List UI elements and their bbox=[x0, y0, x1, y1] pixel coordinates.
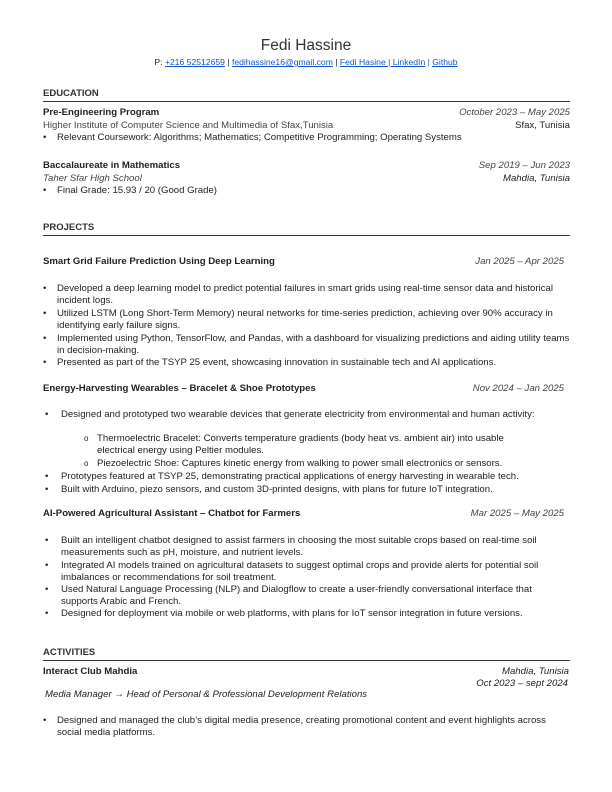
contact-separator: | bbox=[427, 57, 430, 67]
activity-dates: Oct 2023 – sept 2024 bbox=[476, 678, 568, 689]
activity-role: Media Manager → Head of Personal & Professional Development Relations bbox=[45, 689, 368, 700]
circle-bullet-icon: o bbox=[84, 459, 89, 468]
linkedin-link[interactable]: Fedi Hasine | LinkedIn bbox=[339, 57, 426, 67]
bullet-icon: • bbox=[45, 535, 49, 546]
project-dates: Jan 2025 – Apr 2025 bbox=[475, 256, 564, 267]
education-location: Sfax, Tunisia bbox=[515, 120, 570, 131]
list-item: • Designed for deployment via mobile or web platforms, with plans for IoT sensor integration in future versions. bbox=[45, 608, 523, 619]
education-school: Taher Sfar High School bbox=[43, 173, 142, 184]
circle-bullet-icon: o bbox=[84, 434, 89, 443]
bullet-icon: • bbox=[43, 357, 47, 368]
project-title: Energy-Harvesting Wearables – Bracelet & Shoe Prototypes bbox=[43, 383, 316, 394]
list-item: • Utilized LSTM (Long Short-Term Memory) neural networks for time-series prediction, achieving over 90% accuracy in identifying early failure signs. bbox=[43, 308, 553, 332]
list-item: • Developed a deep learning model to predict potential failures in smart grids using real-time sensor data and historical incident logs. bbox=[43, 283, 553, 307]
bullet-icon: • bbox=[43, 333, 47, 344]
project-title-row bbox=[43, 508, 564, 520]
bullet-icon: • bbox=[45, 409, 49, 420]
education-school-row bbox=[43, 173, 570, 185]
education-heading: EDUCATION bbox=[43, 88, 570, 102]
list-item: • Final Grade: 15.93 / 20 (Good Grade) bbox=[43, 185, 217, 196]
project-title-row bbox=[43, 256, 564, 268]
bullet-icon: • bbox=[43, 308, 47, 319]
sub-list-item: o Piezoelectric Shoe: Captures kinetic energy from walking to power small electronics or sensors. bbox=[84, 458, 503, 469]
activity-title: Interact Club Mahdia bbox=[43, 666, 138, 677]
sub-list-item: o Thermoelectric Bracelet: Converts temperature gradients (body heat vs. ambient air) into usable electrical energy using Peltier modules. bbox=[84, 433, 504, 457]
list-item: • Used Natural Language Processing (NLP) and Dialogflow to create a user-friendly conversational interface that supports Arabic and French. bbox=[45, 584, 532, 608]
project-title: AI-Powered Agricultural Assistant – Chatbot for Farmers bbox=[43, 508, 301, 519]
contact-separator: | bbox=[335, 57, 338, 67]
education-entry-title-row bbox=[43, 160, 570, 172]
list-item: • Designed and managed the club’s digital media presence, creating promotional content and event highlights across social media platforms. bbox=[43, 715, 546, 739]
list-item: • Presented as part of the TSYP 25 event, showcasing innovation in sustainable tech and AI applications. bbox=[43, 357, 497, 368]
project-dates: Nov 2024 – Jan 2025 bbox=[472, 383, 564, 394]
contact-line bbox=[0, 57, 612, 67]
contact-separator: | bbox=[227, 57, 230, 67]
bullet-icon: • bbox=[45, 584, 49, 595]
list-item: • Relevant Coursework: Algorithms; Mathematics; Competitive Programming; Operating Systems bbox=[43, 132, 462, 143]
bullet-icon: • bbox=[45, 608, 49, 619]
phone-link[interactable]: +216 52512659 bbox=[164, 57, 225, 67]
list-item: • Built an intelligent chatbot designed to assist farmers in choosing the most suitable crops based on real-time soil measurements such as pH, moisture, and nutrient levels. bbox=[45, 535, 537, 559]
bullet-icon: • bbox=[43, 132, 47, 143]
list-item: • Built with Arduino, piezo sensors, and custom 3D-printed designs, with plans for future IoT integration. bbox=[45, 484, 493, 495]
education-school: Higher Institute of Computer Science and Multimedia of Sfax,Tunisia bbox=[43, 120, 334, 131]
project-dates: Mar 2025 – May 2025 bbox=[470, 508, 564, 519]
bullet-icon: • bbox=[43, 185, 47, 196]
bullet-icon: • bbox=[45, 471, 49, 482]
list-item: • Prototypes featured at TSYP 25, demonstrating practical applications of energy harvesting in wearable tech. bbox=[45, 471, 519, 482]
email-link[interactable]: fedihassine16@gmail.com bbox=[231, 57, 333, 67]
bullet-icon: • bbox=[45, 560, 49, 571]
list-item: • Integrated AI models trained on agricultural datasets to suggest optimal crops and provide alerts for potential soil imbalances or recommendations for soil treatment. bbox=[45, 560, 539, 584]
education-school-row bbox=[43, 120, 570, 132]
list-item: • Implemented using Python, TensorFlow, and Pandas, with a dashboard for visualizing predictions and aiding utility teams in decision-making. bbox=[43, 333, 570, 357]
education-title: Pre-Engineering Program bbox=[43, 107, 160, 118]
activity-role-row bbox=[45, 689, 572, 701]
education-title: Baccalaureate in Mathematics bbox=[43, 160, 181, 171]
activity-location: Mahdia, Tunisia bbox=[501, 666, 569, 677]
list-item: • Designed and prototyped two wearable devices that generate electricity from environmental and human activity: bbox=[45, 409, 535, 420]
bullet-icon: • bbox=[45, 484, 49, 495]
activities-heading: ACTIVITIES bbox=[43, 647, 570, 661]
resume-name: Fedi Hassine bbox=[260, 37, 352, 54]
education-entry-title-row bbox=[43, 107, 570, 119]
phone-label: P: bbox=[154, 57, 163, 67]
education-dates: Sep 2019 – Jun 2023 bbox=[478, 160, 570, 171]
activity-title-row bbox=[43, 666, 569, 678]
bullet-icon: • bbox=[43, 715, 47, 726]
projects-heading: PROJECTS bbox=[43, 222, 570, 236]
project-title: Smart Grid Failure Prediction Using Deep Learning bbox=[43, 256, 275, 267]
project-title-row bbox=[43, 383, 564, 395]
github-link[interactable]: Github bbox=[432, 57, 458, 67]
education-location: Mahdia, Tunisia bbox=[502, 173, 570, 184]
bullet-icon: • bbox=[43, 283, 47, 294]
education-dates: October 2023 – May 2025 bbox=[459, 107, 570, 118]
